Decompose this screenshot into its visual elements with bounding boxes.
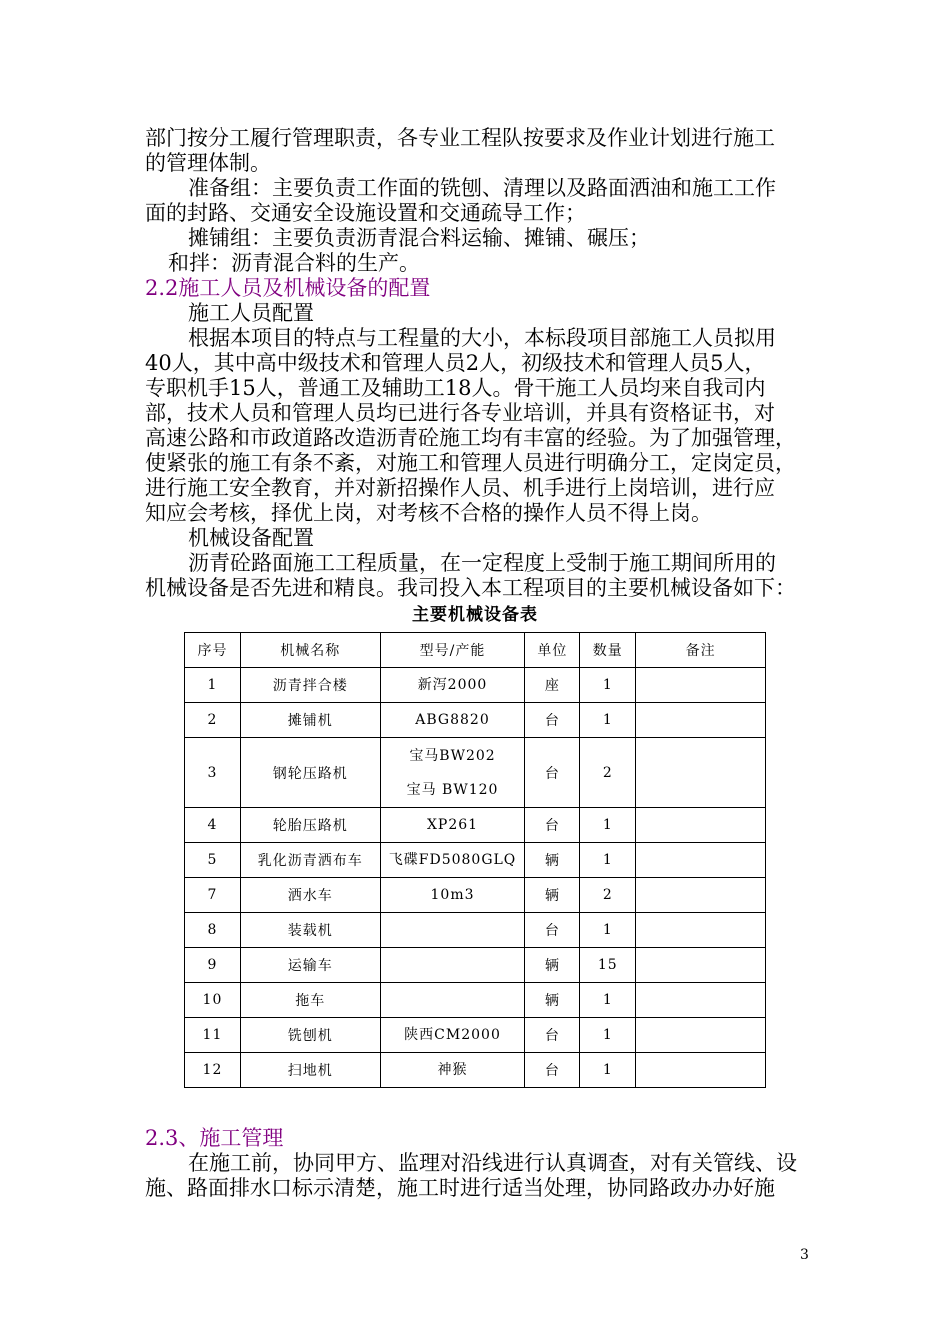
model-cell xyxy=(380,1018,525,1053)
table-row xyxy=(185,808,766,843)
note-cell xyxy=(636,1053,766,1088)
unit-cell: 台 xyxy=(525,738,580,808)
table-row xyxy=(185,948,766,983)
note-cell xyxy=(636,913,766,948)
note-cell xyxy=(636,983,766,1018)
model-text: 10m3 xyxy=(430,887,475,903)
model-cell xyxy=(380,983,525,1018)
table-row xyxy=(185,1018,766,1053)
paragraph-line: 摊铺组：主要负责沥青混合料运输、摊铺、碾压； xyxy=(188,226,650,250)
unit-cell: 台 xyxy=(525,703,580,738)
note-cell xyxy=(636,738,766,808)
model-cell xyxy=(380,738,525,808)
no-cell: 10 xyxy=(185,983,241,1018)
paragraph-line: 施、路面排水口标示清楚，施工时进行适当处理，协同路政办办好施 xyxy=(145,1176,775,1200)
no-cell: 7 xyxy=(185,878,241,913)
model-cell xyxy=(380,913,525,948)
paragraph-line: 40人，其中高中级技术和管理人员2人，初级技术和管理人员5人， xyxy=(145,351,766,375)
qty-cell: 1 xyxy=(580,703,636,738)
subsection-title: 机械设备配置 xyxy=(188,526,314,550)
paragraph-line: 根据本项目的特点与工程量的大小，本标段项目部施工人员拟用 xyxy=(188,326,776,350)
table-row xyxy=(185,878,766,913)
page-number: 3 xyxy=(800,1247,809,1263)
qty-cell: 1 xyxy=(580,1053,636,1088)
note-cell xyxy=(636,703,766,738)
model-cell xyxy=(380,668,525,703)
paragraph-line: 知应会考核，择优上岗，对考核不合格的操作人员不得上岗。 xyxy=(145,501,712,525)
qty-cell: 1 xyxy=(580,843,636,878)
qty-cell: 15 xyxy=(580,948,636,983)
unit-cell: 辆 xyxy=(525,843,580,878)
qty-cell: 2 xyxy=(580,878,636,913)
equipment-table xyxy=(184,632,766,1088)
no-cell: 12 xyxy=(185,1053,241,1088)
unit-cell: 辆 xyxy=(525,983,580,1018)
header-cell: 机械名称 xyxy=(240,633,380,668)
section-heading: 2.2施工人员及机械设备的配置 xyxy=(145,276,431,300)
unit-cell: 座 xyxy=(525,668,580,703)
model-cell xyxy=(380,1053,525,1088)
qty-cell: 2 xyxy=(580,738,636,808)
paragraph-line: 使紧张的施工有条不紊，对施工和管理人员进行明确分工，定岗定员， xyxy=(145,451,796,475)
no-cell: 4 xyxy=(185,808,241,843)
name-cell: 拖车 xyxy=(240,983,380,1018)
paragraph-line: 沥青砼路面施工工程质量，在一定程度上受制于施工期间所用的 xyxy=(188,551,776,575)
model-cell xyxy=(380,843,525,878)
note-cell xyxy=(636,668,766,703)
note-cell xyxy=(636,808,766,843)
table-row xyxy=(185,703,766,738)
model-text: ABG8820 xyxy=(415,712,490,728)
unit-cell: 辆 xyxy=(525,878,580,913)
paragraph-line: 和拌：沥青混合料的生产。 xyxy=(168,251,420,275)
unit-cell: 台 xyxy=(525,1018,580,1053)
no-cell: 3 xyxy=(185,738,241,808)
no-cell: 11 xyxy=(185,1018,241,1053)
model-text: 宝马 BW120 xyxy=(406,781,499,798)
unit-cell: 台 xyxy=(525,913,580,948)
paragraph-line: 高速公路和市政道路改造沥青砼施工均有丰富的经验。为了加强管理， xyxy=(145,426,796,450)
no-cell: 1 xyxy=(185,668,241,703)
table-row xyxy=(185,738,766,808)
header-cell: 数量 xyxy=(580,633,636,668)
table-header-row xyxy=(185,633,766,668)
no-cell: 8 xyxy=(185,913,241,948)
paragraph-line: 部，技术人员和管理人员均已进行各专业培训，并具有资格证书，对 xyxy=(145,401,775,425)
table-row xyxy=(185,983,766,1018)
table-row xyxy=(185,913,766,948)
table-title: 主要机械设备表 xyxy=(412,605,538,625)
name-cell: 运输车 xyxy=(240,948,380,983)
model-text: 陕西CM2000 xyxy=(404,1027,501,1043)
name-cell: 扫地机 xyxy=(240,1053,380,1088)
unit-cell: 台 xyxy=(525,808,580,843)
qty-cell: 1 xyxy=(580,1018,636,1053)
model-cell xyxy=(380,808,525,843)
no-cell: 5 xyxy=(185,843,241,878)
model-cell xyxy=(380,703,525,738)
table-row xyxy=(185,843,766,878)
name-cell: 乳化沥青洒布车 xyxy=(240,843,380,878)
no-cell: 9 xyxy=(185,948,241,983)
name-cell: 铣刨机 xyxy=(240,1018,380,1053)
paragraph-line: 专职机手15人，普通工及辅助工18人。骨干施工人员均来自我司内 xyxy=(145,376,766,400)
model-text: 新泻2000 xyxy=(417,677,488,693)
note-cell xyxy=(636,948,766,983)
paragraph-line: 进行施工安全教育，并对新招操作人员、机手进行上岗培训，进行应 xyxy=(145,476,775,500)
qty-cell: 1 xyxy=(580,808,636,843)
name-cell: 钢轮压路机 xyxy=(240,738,380,808)
paragraph-line: 部门按分工履行管理职责，各专业工程队按要求及作业计划进行施工 xyxy=(145,126,775,150)
name-cell: 装载机 xyxy=(240,913,380,948)
header-cell: 序号 xyxy=(185,633,241,668)
model-text: 宝马BW202 xyxy=(409,747,496,764)
qty-cell: 1 xyxy=(580,983,636,1018)
note-cell xyxy=(636,843,766,878)
unit-cell: 台 xyxy=(525,1053,580,1088)
paragraph-line: 准备组：主要负责工作面的铣刨、清理以及路面洒油和施工工作 xyxy=(188,176,776,200)
name-cell: 轮胎压路机 xyxy=(240,808,380,843)
paragraph-line: 在施工前，协同甲方、监理对沿线进行认真调查，对有关管线、设 xyxy=(188,1151,797,1175)
note-cell xyxy=(636,1018,766,1053)
table-row xyxy=(185,668,766,703)
name-cell: 摊铺机 xyxy=(240,703,380,738)
note-cell xyxy=(636,878,766,913)
table-row xyxy=(185,1053,766,1088)
header-cell: 单位 xyxy=(525,633,580,668)
model-text: XP261 xyxy=(426,817,479,833)
paragraph-line: 机械设备是否先进和精良。我司投入本工程项目的主要机械设备如下： xyxy=(145,576,796,600)
subsection-title: 施工人员配置 xyxy=(188,301,314,325)
model-cell xyxy=(380,948,525,983)
model-text: 飞碟FD5080GLQ xyxy=(388,852,517,868)
name-cell: 沥青拌合楼 xyxy=(240,668,380,703)
name-cell: 洒水车 xyxy=(240,878,380,913)
header-cell: 型号/产能 xyxy=(380,633,525,668)
unit-cell: 辆 xyxy=(525,948,580,983)
qty-cell: 1 xyxy=(580,913,636,948)
section-heading: 2.3、施工管理 xyxy=(145,1126,284,1150)
model-text: 神猴 xyxy=(437,1062,468,1078)
paragraph-line: 的管理体制。 xyxy=(145,151,271,175)
model-cell xyxy=(380,878,525,913)
no-cell: 2 xyxy=(185,703,241,738)
qty-cell: 1 xyxy=(580,668,636,703)
header-cell: 备注 xyxy=(636,633,766,668)
paragraph-line: 面的封路、交通安全设施设置和交通疏导工作； xyxy=(145,201,586,225)
